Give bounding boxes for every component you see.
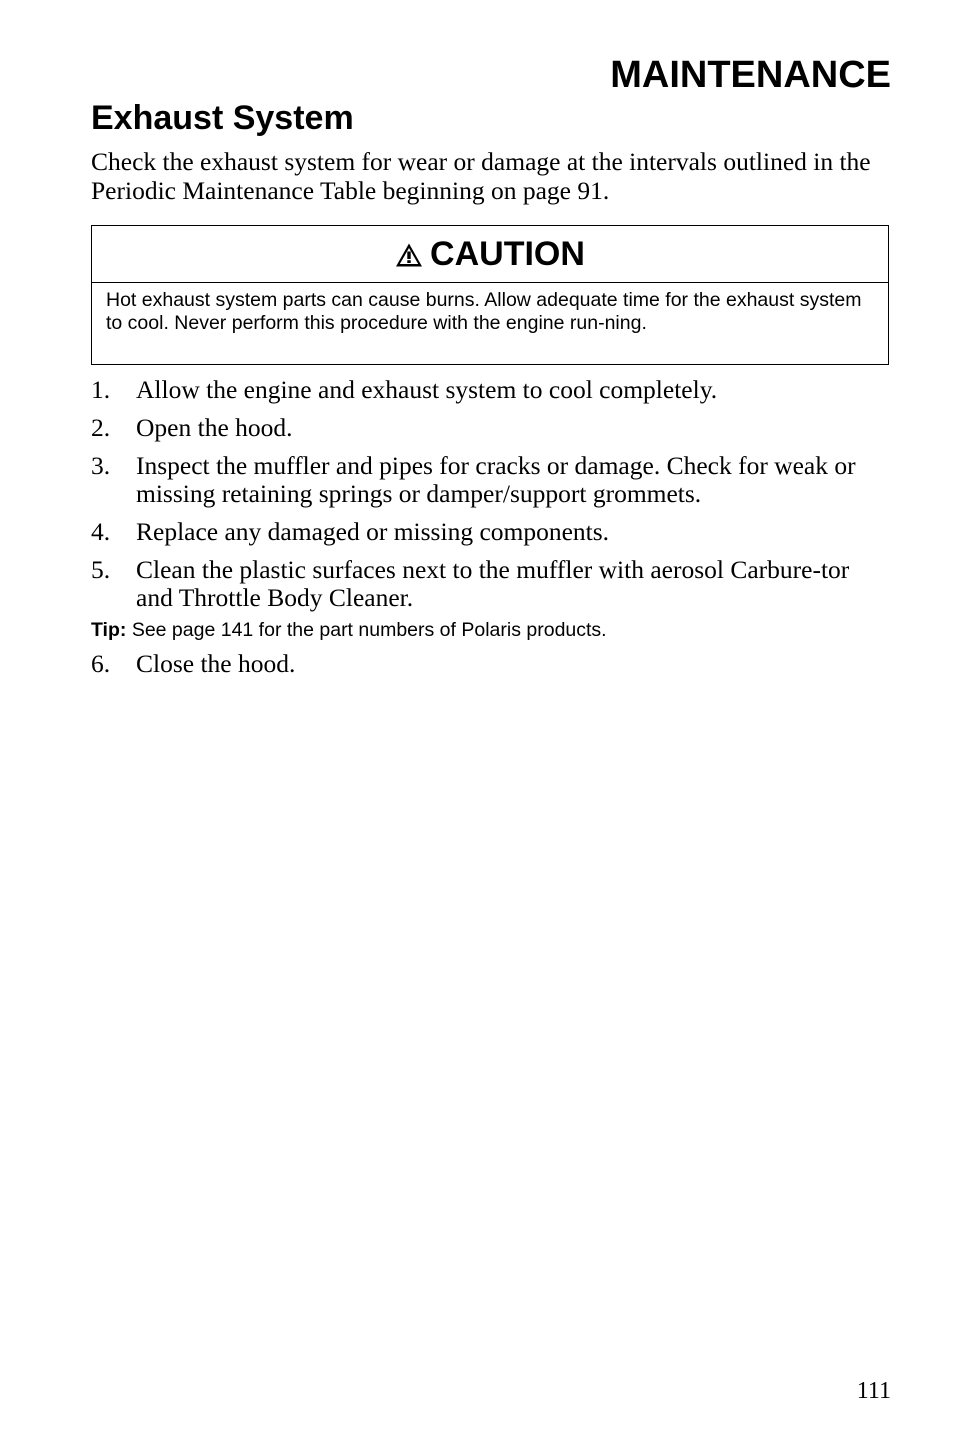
step-number: 2.	[91, 413, 111, 442]
step-item	[91, 518, 891, 546]
section-title: MAINTENANCE	[610, 54, 891, 96]
step-item	[91, 414, 891, 442]
procedure-steps	[91, 376, 891, 688]
step-item	[91, 650, 891, 678]
caution-header	[92, 226, 888, 283]
page-number: 111	[856, 1378, 891, 1404]
caution-label: CAUTION	[430, 235, 585, 273]
caution-text: Hot exhaust system parts can cause burns. Allow adequate time for the exhaust system to cool. Never perform this procedure with the engine run-ning.	[106, 289, 862, 334]
caution-box	[91, 225, 889, 365]
step-number: 1.	[91, 375, 111, 404]
step-number: 6.	[91, 649, 111, 678]
page-heading: Exhaust System	[91, 99, 354, 137]
step-text: Replace any damaged or missing components.	[136, 517, 610, 546]
step-item	[91, 376, 891, 404]
warning-triangle-icon	[395, 242, 423, 268]
intro-paragraph: Check the exhaust system for wear or damage at the intervals outlined in the Periodic Maintenance Table beginning on page 91.	[91, 147, 871, 205]
tip-label: Tip:	[91, 619, 127, 641]
step-item	[91, 452, 891, 508]
step-text: Allow the engine and exhaust system to cool completely.	[136, 375, 718, 404]
tip-text: See page 141 for the part numbers of Polaris products.	[131, 619, 607, 641]
step-text: Inspect the muffler and pipes for cracks or damage. Check for weak or missing retaining springs or damper/support grommets.	[136, 451, 856, 508]
step-item	[91, 556, 891, 612]
step-number: 3.	[91, 451, 111, 480]
step-number: 4.	[91, 517, 111, 546]
tip-note	[91, 618, 891, 642]
step-number: 5.	[91, 555, 111, 584]
step-text: Close the hood.	[136, 649, 296, 678]
step-text: Open the hood.	[136, 413, 293, 442]
step-text: Clean the plastic surfaces next to the muffler with aerosol Carbure-tor and Throttle Body Cleaner.	[136, 555, 850, 612]
